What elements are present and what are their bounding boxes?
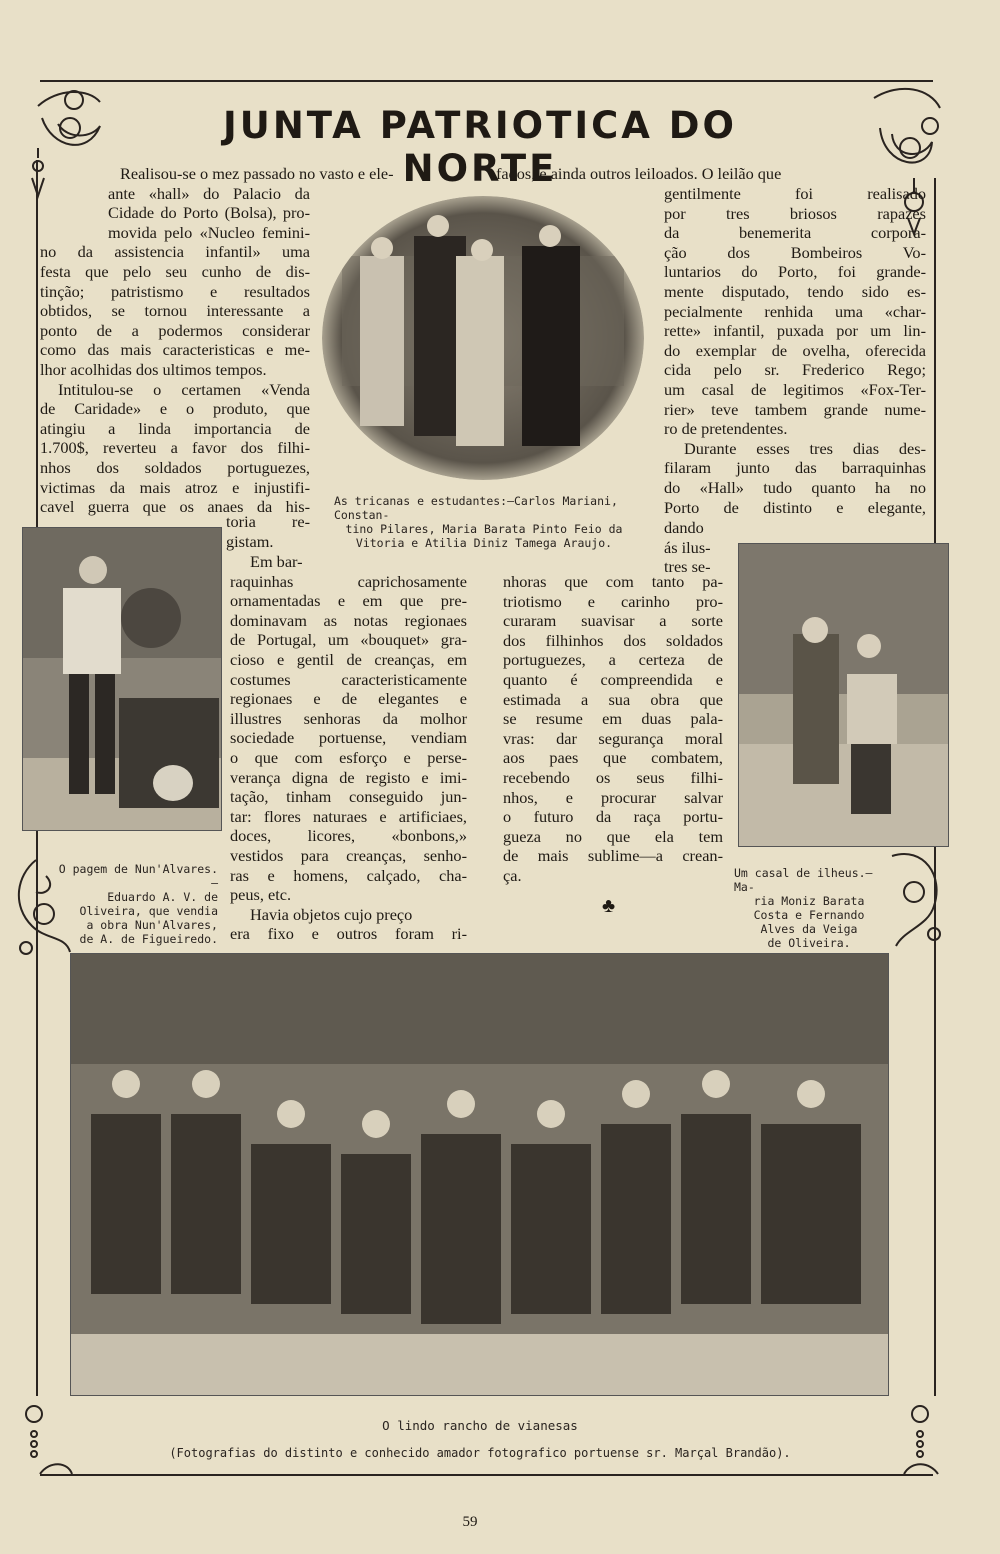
caption-tricanas xyxy=(334,494,634,550)
text-line: quanto é compreendida e xyxy=(503,669,723,689)
photo-credit: (Fotografias do distinto e conhecido amador fotografico portuense sr. Marçal Brandão). xyxy=(169,1446,791,1460)
text-line: costumes caracteristicamente xyxy=(230,669,467,689)
text-line: nhoras que com tanto pa- xyxy=(503,572,723,591)
text-line: pecialmente renhida uma «char- xyxy=(664,301,926,321)
page-number: 59 xyxy=(462,1514,478,1530)
column-1-text xyxy=(40,164,394,184)
frame-bottom-rule xyxy=(40,1474,933,1476)
text-line: se resume em duas pala- xyxy=(503,709,723,729)
text-line: aos paes que combatem, xyxy=(503,748,723,768)
ornament-bottom-left-icon xyxy=(20,1400,80,1480)
text-line: ás ilus- xyxy=(664,537,711,557)
column-3-body xyxy=(503,572,723,886)
text-line: raquinhas caprichosamente xyxy=(230,571,467,591)
text-line: ção dos Bombeiros Vo- xyxy=(664,242,926,262)
text-line: do «Hall» tudo quanto ha no xyxy=(664,477,926,497)
text-line: ponto de a podermos considerar xyxy=(40,320,310,340)
caption-line: ria Moniz Barata xyxy=(753,894,865,908)
text-line: nhos, e procurar salvar xyxy=(503,787,723,807)
text-line: era fixo e outros foram ri- xyxy=(230,924,467,944)
frame-top-rule xyxy=(40,80,933,82)
text-line: curaram suavisar a sorte xyxy=(503,611,723,631)
text-line: verança digna de registo e imi- xyxy=(230,767,467,787)
caption-line: de A. de Figueiredo. xyxy=(79,932,218,946)
caption-line: Alves da Veiga xyxy=(760,922,858,936)
text-line: recebendo os seus filhi- xyxy=(503,767,723,787)
text-line: rier» teve tambem grande nume- xyxy=(664,399,926,419)
text-line: dominavam as notas regionaes xyxy=(230,610,467,630)
caption-line: tino Pilares, Maria Barata Pinto Feio da xyxy=(345,522,623,536)
text-line: estimada a sua obra que xyxy=(503,689,723,709)
text-line: ro de pretendentes. xyxy=(664,419,788,439)
text-line: Em bar- xyxy=(250,552,303,571)
caption-casal xyxy=(734,866,884,950)
column-3-text xyxy=(664,184,926,517)
text-line: tinção; patristismo e resultados xyxy=(40,281,310,301)
text-line: regionaes e de elegantes e xyxy=(230,689,467,709)
text-line: vras: dar segurança moral xyxy=(503,728,723,748)
text-line: tação, tinham conseguido jun- xyxy=(230,787,467,807)
caption-line: a obra Nun'Alvares, xyxy=(86,918,218,932)
caption-line: O pagem de Nun'Alvares.— xyxy=(58,862,218,890)
text-line: gueza no que ela tem xyxy=(503,826,723,846)
caption-line: As tricanas e estudantes:—Carlos Mariani, Constan- xyxy=(334,494,618,522)
text-line: rette» infantil, puxada por um lin- xyxy=(664,321,926,341)
text-line: tres se- xyxy=(664,557,711,577)
column-3-top xyxy=(496,164,932,184)
ornament-mid-right-icon xyxy=(884,846,954,956)
text-line: lhor acolhidas dos ultimos tempos. xyxy=(40,359,267,379)
photo-casal xyxy=(738,543,949,847)
caption-line: Costa e Fernando xyxy=(753,908,865,922)
text-line: tar: flores naturaes e artificiaes, xyxy=(230,806,467,826)
text-line: mente disputado, tendo sido es- xyxy=(664,281,926,301)
text-line: Realisou-se o mez passado no vasto e ele- xyxy=(120,164,394,183)
text-line: de Portugal, um «bouquet» gra- xyxy=(230,630,467,650)
text-line: cavel guerra que os anaes da his- xyxy=(40,497,310,517)
text-line: toria re- xyxy=(226,512,310,531)
text-line: doces, licores, «bonbons,» xyxy=(230,826,467,846)
column-1-tail xyxy=(226,512,310,551)
text-line: Porto de distinto e elegante, xyxy=(664,497,926,517)
text-line: do exemplar de ovelha, oferecida xyxy=(664,340,926,360)
text-line: portuguezes, a certeza de xyxy=(503,650,723,670)
text-line: ça. xyxy=(503,865,522,885)
text-line: 1.700$, reverteu a favor dos filhi- xyxy=(40,438,310,458)
club-ornament-icon: ♣ xyxy=(602,895,616,917)
text-line: da benemerita corpora- xyxy=(664,223,926,243)
text-line: Cidade do Porto (Bolsa), pro- xyxy=(108,203,310,223)
text-line: o que com esforço e perse- xyxy=(230,747,467,767)
text-line: festa que pelo seu cunho de dis- xyxy=(40,261,310,281)
text-line: cida pelo sr. Frederico Rego; xyxy=(664,360,926,380)
text-line: illustres senhoras da molhor xyxy=(230,708,467,728)
text-line: ras e homens, calçado, cha- xyxy=(230,865,467,885)
text-line: luntarios do Porto, foi grande- xyxy=(664,262,926,282)
text-line: por tres briosos rapazes xyxy=(664,203,926,223)
text-line: Intitulou-se o certamen «Venda xyxy=(58,379,310,399)
column-2-text xyxy=(230,552,467,944)
text-line: Durante esses tres dias des- xyxy=(684,438,926,458)
text-line: um casal de legitimos «Fox-Ter- xyxy=(664,379,926,399)
ornament-bottom-right-icon xyxy=(900,1400,960,1480)
caption-line: Um casal de ilheus.—Ma- xyxy=(734,866,873,894)
text-line: peus, etc. xyxy=(230,885,292,905)
caption-line: Vitoria e Atilia Diniz Tamega Araujo. xyxy=(355,536,613,550)
text-line: dando xyxy=(664,518,704,537)
text-line: victimas da mais atroz e injustifi- xyxy=(40,477,310,497)
text-line: como das mais caracteristicas e me- xyxy=(40,340,310,360)
article-title: JUNTA PATRIOTICA DO NORTE xyxy=(223,104,737,190)
text-line: de Caridade» e o produto, que xyxy=(40,399,310,419)
text-line: vestidos para creanças, senho- xyxy=(230,845,467,865)
text-line: sociedade portuense, vendiam xyxy=(230,728,467,748)
text-line: nhos dos soldados portuguezes, xyxy=(40,457,310,477)
photo-rancho xyxy=(70,953,889,1396)
text-line: Havia objetos cujo preço xyxy=(250,904,413,924)
text-line: obtidos, se tornou interessante a xyxy=(40,301,310,321)
text-line: atingiu a linda importancia de xyxy=(40,418,310,438)
text-line: fados, e ainda outros leiloados. O leilão que xyxy=(496,164,782,183)
column-1-body xyxy=(40,184,310,517)
caption-line: de Oliveira. xyxy=(767,936,851,950)
text-line: dos filhinhos dos soldados xyxy=(503,630,723,650)
text-line: ante «hall» do Palacio da xyxy=(108,183,310,203)
text-line: de mais sublime—a crean- xyxy=(503,846,723,866)
column-3-narrow xyxy=(664,518,736,577)
caption-line: Oliveira, que vendia xyxy=(79,904,218,918)
text-line: gistam. xyxy=(226,531,274,551)
caption-pagem xyxy=(58,862,218,946)
text-line: triotismo e carinho pro- xyxy=(503,591,723,611)
photo-tricanas xyxy=(322,196,644,480)
text-line: ornamentadas e em que pre- xyxy=(230,591,467,611)
text-line: no da assistencia infantil» uma xyxy=(40,242,310,262)
caption-rancho: O lindo rancho de vianesas xyxy=(382,1418,578,1433)
text-line: o futuro da raça portu- xyxy=(503,807,723,827)
text-line: cioso e gentil de creanças, em xyxy=(230,649,467,669)
text-line: filaram junto das barraquinhas xyxy=(664,458,926,478)
text-line: gentilmente foi realisado xyxy=(664,184,926,203)
caption-line: Eduardo A. V. de xyxy=(107,890,218,904)
photo-pagem xyxy=(22,527,222,831)
text-line: movida pelo «Nucleo femini- xyxy=(108,222,310,242)
